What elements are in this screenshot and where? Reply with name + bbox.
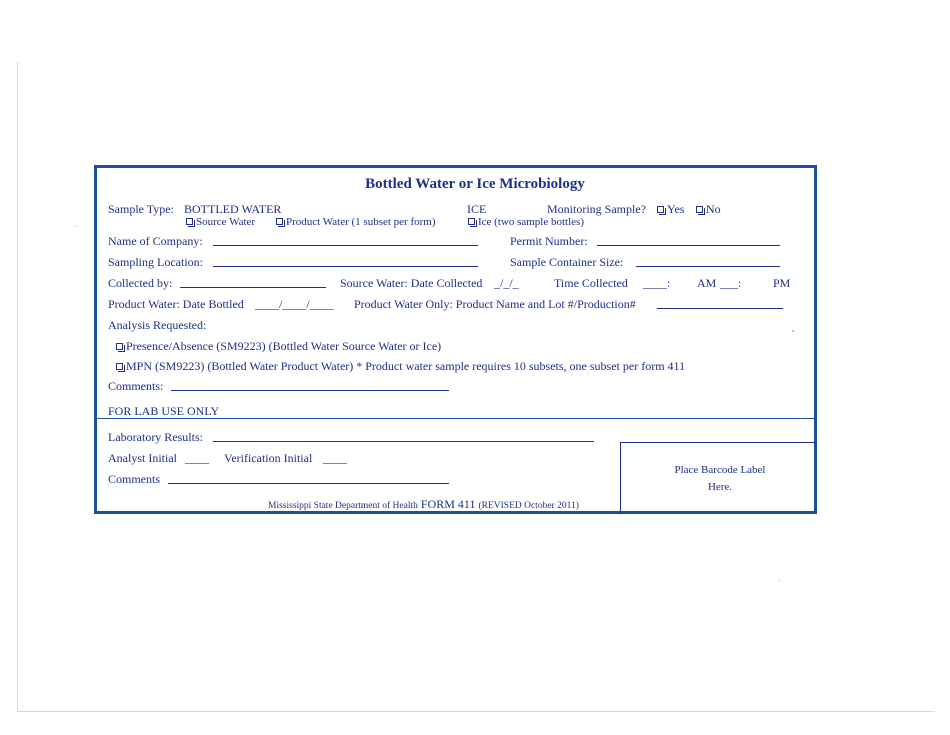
- verification-initial-field[interactable]: ____: [323, 451, 347, 465]
- pm-label: PM: [773, 276, 791, 290]
- permit-number-field[interactable]: [597, 245, 780, 246]
- product-water-label: Product Water (1 subset per form): [286, 216, 436, 228]
- laboratory-results-label: Laboratory Results:: [108, 430, 203, 444]
- container-size-label: Sample Container Size:: [510, 255, 624, 269]
- product-water-option[interactable]: [276, 215, 436, 229]
- source-water-date-field[interactable]: _/_/_: [494, 276, 519, 290]
- lab-comments-label: Comments: [108, 472, 161, 486]
- ice-heading: ICE: [467, 202, 487, 216]
- ice-label: Ice (two sample bottles): [478, 216, 584, 228]
- ice-checkbox[interactable]: [468, 218, 475, 225]
- product-water-date-label: Product Water: Date Bottled: [108, 297, 244, 311]
- collected-by-label: Collected by:: [108, 276, 173, 290]
- lab-section-divider: [97, 418, 815, 419]
- source-water-option[interactable]: [186, 215, 255, 229]
- footer-revised: (REVISED October 2011): [478, 501, 579, 511]
- mpn-checkbox[interactable]: [116, 363, 123, 370]
- barcode-instruction-line2: Here.: [707, 481, 733, 493]
- am-label: AM: [697, 276, 717, 290]
- verification-initial-label: Verification Initial: [224, 451, 313, 465]
- laboratory-results-field[interactable]: [213, 441, 594, 442]
- scan-speck: [75, 225, 77, 227]
- scan-speck: [778, 580, 780, 582]
- comments-field[interactable]: [171, 390, 449, 391]
- sampling-location-label: Sampling Location:: [108, 255, 203, 269]
- collected-by-field[interactable]: [180, 287, 326, 288]
- time-am-field[interactable]: ____:: [643, 276, 671, 290]
- lab-use-only-heading: FOR LAB USE ONLY: [108, 404, 220, 418]
- lab-comments-field[interactable]: [168, 483, 449, 484]
- time-pm-field[interactable]: ___:: [720, 276, 742, 290]
- analyst-initial-label: Analyst Initial: [108, 451, 177, 465]
- page-edge-bottom: [17, 711, 935, 712]
- product-water-checkbox[interactable]: [276, 218, 283, 225]
- no-label: No: [706, 202, 721, 216]
- presence-absence-label: Presence/Absence (SM9223) (Bottled Water Source Water or Ice): [126, 339, 442, 353]
- company-name-field[interactable]: [213, 245, 478, 246]
- sample-type-label: Sample Type:: [108, 202, 174, 216]
- source-water-label: Source Water: [196, 216, 256, 228]
- presence-absence-checkbox[interactable]: [116, 343, 123, 350]
- comments-label: Comments:: [108, 379, 164, 393]
- scan-speck: [792, 330, 794, 332]
- time-collected-label: Time Collected: [554, 276, 628, 290]
- analysis-requested-label: Analysis Requested:: [108, 318, 207, 332]
- monitoring-no-option[interactable]: [696, 202, 721, 216]
- bottled-water-heading: BOTTLED WATER: [184, 202, 282, 216]
- barcode-instruction-line1: Place Barcode Label: [674, 464, 766, 476]
- analyst-initial-field[interactable]: ____: [185, 451, 209, 465]
- monitoring-yes-option[interactable]: [657, 202, 684, 216]
- form-footer: [268, 497, 579, 513]
- footer-department: Mississippi State Department of Health: [268, 501, 418, 511]
- sampling-location-field[interactable]: [213, 266, 478, 267]
- source-water-checkbox[interactable]: [186, 218, 193, 225]
- ice-option[interactable]: [468, 215, 584, 229]
- source-water-date-label: Source Water: Date Collected: [340, 276, 483, 290]
- form-title: Bottled Water or Ice Microbiology: [365, 176, 585, 192]
- mpn-option[interactable]: [116, 359, 685, 373]
- yes-checkbox[interactable]: [657, 206, 664, 213]
- company-name-label: Name of Company:: [108, 234, 203, 248]
- container-size-field[interactable]: [636, 266, 780, 267]
- page-edge-left: [17, 62, 18, 712]
- monitoring-sample-label: Monitoring Sample?: [547, 202, 646, 216]
- presence-absence-option[interactable]: [116, 339, 441, 353]
- no-checkbox[interactable]: [696, 206, 703, 213]
- yes-label: Yes: [667, 202, 685, 216]
- footer-form-number: FORM 411: [420, 497, 476, 511]
- mpn-label: MPN (SM9223) (Bottled Water Product Water) * Product water sample requires 10 subsets, one subset per form 411: [126, 359, 686, 373]
- product-name-lot-field[interactable]: [657, 308, 783, 309]
- date-bottled-field[interactable]: ____/____/____: [255, 297, 334, 311]
- product-name-lot-label: Product Water Only: Product Name and Lot #/Production#: [354, 297, 636, 311]
- permit-number-label: Permit Number:: [510, 234, 588, 248]
